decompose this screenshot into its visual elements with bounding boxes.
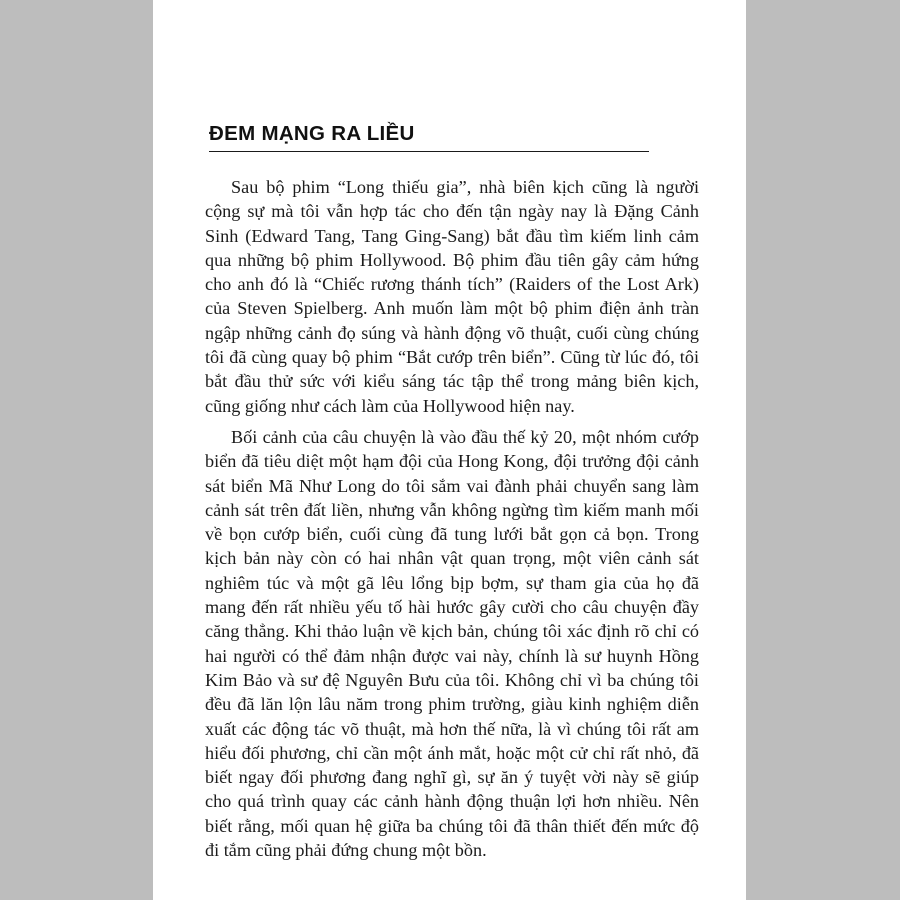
paragraph-1: Sau bộ phim “Long thiếu gia”, nhà biên kịch cũng là người cộng sự mà tôi vẫn hợp tác cho đến tận ngày nay là Đặng Cảnh Sinh (Edward Tang, Tang Ging-Sang) bắt đầu tìm kiếm linh cảm qua những bộ phim Hollywood. Bộ phim đầu tiên gây cảm hứng cho anh đó là “Chiếc rương thánh tích” (Raiders of the Lost Ark) của Steven Spielberg. Anh muốn làm một bộ phim điện ảnh tràn ngập những cảnh đọ súng và hành động võ thuật, cuối cùng chúng tôi đã cùng quay bộ phim “Bắt cướp trên biển”. Cũng từ lúc đó, tôi bắt đầu thử sức với kiểu sáng tác tập thể trong mảng biên kịch, cũng giống như cách làm của Hollywood hiện nay. — [205, 177, 699, 416]
body-text — [205, 175, 699, 869]
chapter-heading: ĐEM MẠNG RA LIỀU — [209, 122, 649, 152]
paragraph-2: Bối cảnh của câu chuyện là vào đầu thế kỷ 20, một nhóm cướp biển đã tiêu diệt một hạm đội của Hong Kong, đội trưởng đội cảnh sát biển Mã Như Long do tôi sắm vai đành phải chuyển sang làm cảnh sát trên đất liền, nhưng vẫn không ngừng tìm kiếm manh mối về bọn cướp biển, cuối cùng đã tung lưới bắt gọn cả bọn. Trong kịch bản này còn có hai nhân vật quan trọng, một viên cảnh sát nghiêm túc và một gã lêu lổng bịp bợm, sự tham gia của họ đã mang đến rất nhiều yếu tố hài hước gây cười cho câu chuyện đầy căng thẳng. Khi thảo luận về kịch bản, chúng tôi xác định rõ chỉ có hai người có thể đảm nhận được vai này, chính là sư huynh Hồng Kim Bảo và sư đệ Nguyên Bưu của tôi. Không chỉ vì ba chúng tôi đều đã lăn lộn lâu năm trong phim trường, giàu kinh nghiệm diễn xuất các động tác võ thuật, mà hơn thế nữa, là vì chúng tôi rất am hiểu đối phương, chỉ cần một ánh mắt, hoặc một cử chỉ rất nhỏ, đã biết ngay đối phương đang nghĩ gì, sự ăn ý tuyệt vời này sẽ giúp cho quá trình quay các cảnh hành động thuận lợi hơn nhiều. Nên biết rằng, mối quan hệ giữa ba chúng tôi đã thân thiết đến mức độ đi tắm cũng phải đứng chung một bồn. — [205, 426, 699, 861]
book-page — [153, 0, 746, 900]
